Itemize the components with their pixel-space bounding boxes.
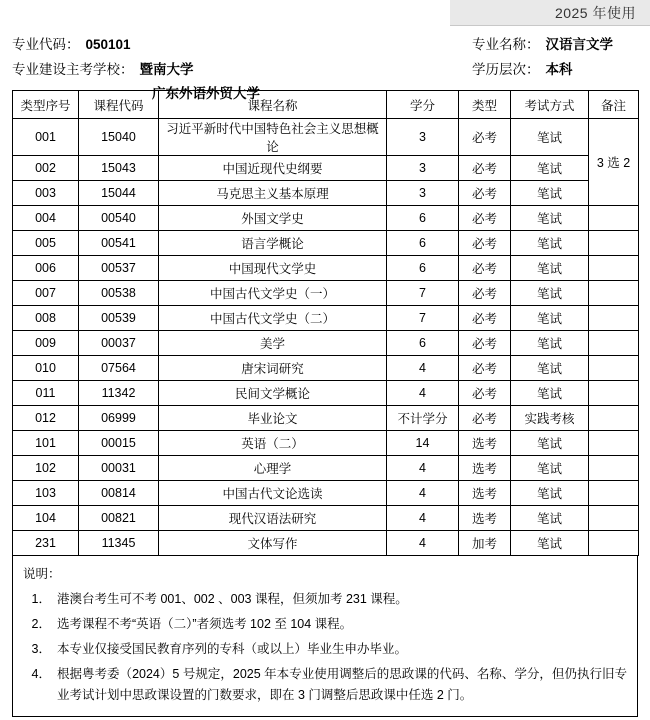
cell-exam: 笔试 — [511, 431, 589, 456]
year-banner-text: 2025 年使用 — [554, 4, 636, 21]
major-name-group — [472, 34, 613, 56]
cell-name: 唐宋词研究 — [159, 356, 387, 381]
note-text: 港澳台考生可不考 001、002 、003 课程，但须加考 231 课程。 — [57, 592, 408, 606]
col-header-name: 课程名称 — [159, 91, 387, 119]
cell-exam: 笔试 — [511, 356, 589, 381]
cell-name: 英语（二） — [159, 431, 387, 456]
cell-note — [589, 206, 639, 231]
cell-code: 11345 — [79, 531, 159, 556]
cell-name: 中国现代文学史 — [159, 256, 387, 281]
cell-type: 必考 — [459, 206, 511, 231]
note-item — [23, 589, 627, 610]
cell-name: 文体写作 — [159, 531, 387, 556]
header-row-1 — [12, 34, 638, 56]
cell-name: 中国近现代史纲要 — [159, 156, 387, 181]
cell-exam: 笔试 — [511, 306, 589, 331]
cell-exam: 笔试 — [511, 331, 589, 356]
cell-exam: 笔试 — [511, 381, 589, 406]
notes-section — [12, 556, 638, 717]
table-row — [13, 206, 639, 231]
cell-credit: 不计学分 — [387, 406, 459, 431]
cell-name: 中国古代文学史（一） — [159, 281, 387, 306]
cell-seq: 103 — [13, 481, 79, 506]
col-header-code: 课程代码 — [79, 91, 159, 119]
major-code-value: 050101 — [85, 37, 131, 52]
notes-title: 说明： — [23, 567, 61, 581]
cell-name: 心理学 — [159, 456, 387, 481]
cell-seq: 002 — [13, 156, 79, 181]
cell-seq: 012 — [13, 406, 79, 431]
table-row — [13, 406, 639, 431]
cell-credit: 7 — [387, 281, 459, 306]
cell-credit: 6 — [387, 231, 459, 256]
cell-type: 必考 — [459, 119, 511, 156]
note-number: 1． — [31, 592, 51, 606]
cell-type: 必考 — [459, 156, 511, 181]
cell-code: 00015 — [79, 431, 159, 456]
table-row — [13, 506, 639, 531]
cell-credit: 3 — [387, 156, 459, 181]
cell-credit: 3 — [387, 119, 459, 156]
table-row — [13, 119, 639, 156]
table-row — [13, 281, 639, 306]
cell-credit: 4 — [387, 506, 459, 531]
cell-exam: 笔试 — [511, 181, 589, 206]
cell-credit: 6 — [387, 206, 459, 231]
cell-name: 中国古代文学史（二） — [159, 306, 387, 331]
cell-type: 必考 — [459, 331, 511, 356]
cell-exam: 笔试 — [511, 231, 589, 256]
cell-code: 11342 — [79, 381, 159, 406]
cell-type: 加考 — [459, 531, 511, 556]
cell-code: 06999 — [79, 406, 159, 431]
cell-note — [589, 506, 639, 531]
table-row — [13, 256, 639, 281]
cell-type: 选考 — [459, 456, 511, 481]
cell-type: 必考 — [459, 256, 511, 281]
cell-note — [589, 331, 639, 356]
cell-note — [589, 306, 639, 331]
cell-credit: 6 — [387, 256, 459, 281]
note-item — [23, 664, 627, 706]
cell-credit: 3 — [387, 181, 459, 206]
note-number: 2． — [31, 617, 51, 631]
host-school-label: 专业建设主考学校： — [12, 62, 134, 77]
cell-code: 15043 — [79, 156, 159, 181]
cell-seq: 009 — [13, 331, 79, 356]
cell-note-merged: 3 选 2 — [589, 119, 639, 206]
cell-code: 00821 — [79, 506, 159, 531]
note-text: 根据粤考委（2024）5 号规定，2025 年本专业使用调整后的思政课的代码、名称、学分，但仍执行旧专业考试计划中思政课设置的门数要求，即在 3 门调整后思政课中任选 2 门。 — [57, 667, 627, 702]
cell-type: 必考 — [459, 406, 511, 431]
table-row — [13, 181, 639, 206]
table-row — [13, 306, 639, 331]
cell-seq: 102 — [13, 456, 79, 481]
cell-code: 00031 — [79, 456, 159, 481]
cell-type: 必考 — [459, 231, 511, 256]
cell-type: 必考 — [459, 181, 511, 206]
cell-exam: 笔试 — [511, 481, 589, 506]
cell-name: 习近平新时代中国特色社会主义思想概论 — [159, 119, 387, 156]
cell-name: 外国文学史 — [159, 206, 387, 231]
cell-exam: 实践考核 — [511, 406, 589, 431]
cell-note — [589, 231, 639, 256]
cell-name: 美学 — [159, 331, 387, 356]
cell-note — [589, 531, 639, 556]
cell-seq: 011 — [13, 381, 79, 406]
cell-note — [589, 481, 639, 506]
cell-code: 15044 — [79, 181, 159, 206]
cell-code: 00537 — [79, 256, 159, 281]
cell-exam: 笔试 — [511, 119, 589, 156]
cell-seq: 007 — [13, 281, 79, 306]
col-header-note: 备注 — [589, 91, 639, 119]
cell-code: 00539 — [79, 306, 159, 331]
cell-type: 必考 — [459, 306, 511, 331]
host-school-group — [12, 59, 472, 81]
cell-type: 必考 — [459, 381, 511, 406]
note-number: 3． — [31, 642, 51, 656]
major-code-group — [12, 34, 472, 56]
major-name-value: 汉语言文学 — [545, 37, 613, 52]
cell-exam: 笔试 — [511, 281, 589, 306]
cell-seq: 006 — [13, 256, 79, 281]
note-item — [23, 614, 627, 635]
cell-note — [589, 456, 639, 481]
major-code-label: 专业代码： — [12, 37, 80, 52]
cell-seq: 003 — [13, 181, 79, 206]
cell-code: 15040 — [79, 119, 159, 156]
major-name-label: 专业名称： — [472, 37, 540, 52]
table-row — [13, 156, 639, 181]
cell-note — [589, 356, 639, 381]
course-table-body — [13, 119, 639, 556]
cell-type: 选考 — [459, 431, 511, 456]
header-row-2 — [12, 59, 638, 81]
cell-note — [589, 381, 639, 406]
host-school-value-secondary: 广东外语外贸大学 — [152, 86, 260, 101]
cell-code: 00037 — [79, 331, 159, 356]
note-item — [23, 639, 627, 660]
cell-seq: 001 — [13, 119, 79, 156]
cell-seq: 101 — [13, 431, 79, 456]
col-header-type: 类型 — [459, 91, 511, 119]
cell-note — [589, 406, 639, 431]
host-school-value: 暨南大学 — [139, 62, 194, 77]
cell-name: 现代汉语法研究 — [159, 506, 387, 531]
cell-credit: 14 — [387, 431, 459, 456]
table-row — [13, 531, 639, 556]
cell-type: 选考 — [459, 506, 511, 531]
cell-seq: 104 — [13, 506, 79, 531]
cell-credit: 4 — [387, 456, 459, 481]
cell-exam: 笔试 — [511, 456, 589, 481]
cell-exam: 笔试 — [511, 256, 589, 281]
table-row — [13, 456, 639, 481]
cell-seq: 008 — [13, 306, 79, 331]
table-row — [13, 431, 639, 456]
document-header — [12, 0, 638, 101]
table-row — [13, 381, 639, 406]
level-group — [472, 59, 573, 81]
table-row — [13, 356, 639, 381]
cell-name: 中国古代文论选读 — [159, 481, 387, 506]
cell-type: 必考 — [459, 281, 511, 306]
cell-code: 00814 — [79, 481, 159, 506]
cell-seq: 010 — [13, 356, 79, 381]
cell-seq: 231 — [13, 531, 79, 556]
cell-credit: 6 — [387, 331, 459, 356]
cell-credit: 4 — [387, 356, 459, 381]
cell-code: 00538 — [79, 281, 159, 306]
cell-name: 语言学概论 — [159, 231, 387, 256]
cell-name: 毕业论文 — [159, 406, 387, 431]
cell-code: 00541 — [79, 231, 159, 256]
cell-credit: 7 — [387, 306, 459, 331]
cell-note — [589, 431, 639, 456]
cell-credit: 4 — [387, 481, 459, 506]
cell-exam: 笔试 — [511, 156, 589, 181]
cell-seq: 005 — [13, 231, 79, 256]
cell-type: 选考 — [459, 481, 511, 506]
cell-note — [589, 256, 639, 281]
note-text: 选考课程不考“英语（二）”者须选考 102 至 104 课程。 — [57, 617, 353, 631]
course-table — [12, 90, 639, 556]
table-row — [13, 231, 639, 256]
cell-credit: 4 — [387, 531, 459, 556]
cell-exam: 笔试 — [511, 506, 589, 531]
col-header-seq: 类型序号 — [13, 91, 79, 119]
cell-name: 民间文学概论 — [159, 381, 387, 406]
col-header-credit: 学分 — [387, 91, 459, 119]
level-value: 本科 — [545, 62, 573, 77]
cell-seq: 004 — [13, 206, 79, 231]
cell-type: 必考 — [459, 356, 511, 381]
cell-exam: 笔试 — [511, 206, 589, 231]
cell-exam: 笔试 — [511, 531, 589, 556]
table-row — [13, 481, 639, 506]
table-row — [13, 331, 639, 356]
level-label: 学历层次： — [472, 62, 540, 77]
cell-code: 00540 — [79, 206, 159, 231]
note-number: 4． — [31, 667, 51, 681]
cell-note — [589, 281, 639, 306]
cell-code: 07564 — [79, 356, 159, 381]
cell-credit: 4 — [387, 381, 459, 406]
cell-name: 马克思主义基本原理 — [159, 181, 387, 206]
col-header-exam: 考试方式 — [511, 91, 589, 119]
note-text: 本专业仅接受国民教育序列的专科（或以上）毕业生申办毕业。 — [57, 642, 408, 656]
